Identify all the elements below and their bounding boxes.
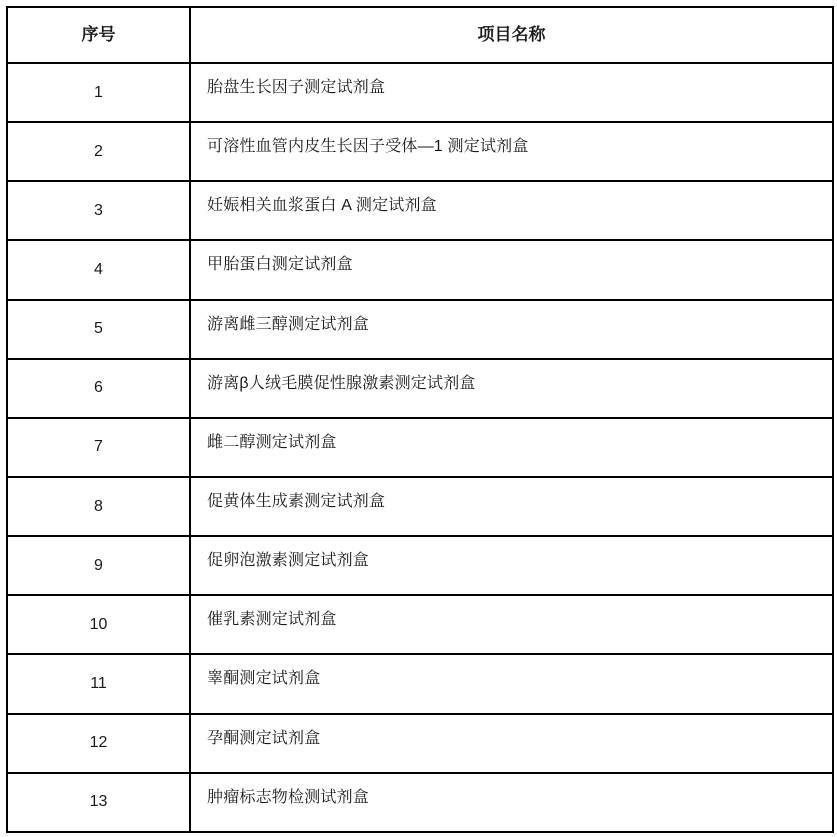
reagent-kit-table xyxy=(6,6,834,833)
table-header xyxy=(7,7,833,63)
row-index: 3 xyxy=(7,181,190,240)
row-name: 甲胎蛋白测定试剂盒 xyxy=(190,240,833,299)
row-name: 胎盘生长因子测定试剂盒 xyxy=(190,63,833,122)
row-index: 12 xyxy=(7,714,190,773)
row-index: 8 xyxy=(7,477,190,536)
row-index: 4 xyxy=(7,240,190,299)
table-row xyxy=(7,181,833,240)
row-index: 9 xyxy=(7,536,190,595)
row-name: 孕酮测定试剂盒 xyxy=(190,714,833,773)
table-row xyxy=(7,714,833,773)
row-name: 肿瘤标志物检测试剂盒 xyxy=(190,773,833,832)
table-row xyxy=(7,359,833,418)
column-header-name: 项目名称 xyxy=(190,7,833,63)
table-row xyxy=(7,63,833,122)
row-index: 2 xyxy=(7,122,190,181)
table-row xyxy=(7,536,833,595)
row-name: 促黄体生成素测定试剂盒 xyxy=(190,477,833,536)
column-header-index: 序号 xyxy=(7,7,190,63)
row-index: 13 xyxy=(7,773,190,832)
row-name: 游离β人绒毛膜促性腺激素测定试剂盒 xyxy=(190,359,833,418)
header-row xyxy=(7,7,833,63)
table-row xyxy=(7,654,833,713)
row-index: 6 xyxy=(7,359,190,418)
row-index: 1 xyxy=(7,63,190,122)
table-row xyxy=(7,240,833,299)
row-name: 雌二醇测定试剂盒 xyxy=(190,418,833,477)
row-name: 妊娠相关血浆蛋白 A 测定试剂盒 xyxy=(190,181,833,240)
row-index: 10 xyxy=(7,595,190,654)
table-body xyxy=(7,63,833,832)
row-index: 7 xyxy=(7,418,190,477)
table-row xyxy=(7,595,833,654)
table-row xyxy=(7,773,833,832)
row-name: 可溶性血管内皮生长因子受体—1 测定试剂盒 xyxy=(190,122,833,181)
row-name: 游离雌三醇测定试剂盒 xyxy=(190,300,833,359)
table-row xyxy=(7,300,833,359)
row-name: 促卵泡激素测定试剂盒 xyxy=(190,536,833,595)
row-name: 睾酮测定试剂盒 xyxy=(190,654,833,713)
row-name: 催乳素测定试剂盒 xyxy=(190,595,833,654)
table-row xyxy=(7,477,833,536)
table-row xyxy=(7,418,833,477)
row-index: 11 xyxy=(7,654,190,713)
table-row xyxy=(7,122,833,181)
row-index: 5 xyxy=(7,300,190,359)
